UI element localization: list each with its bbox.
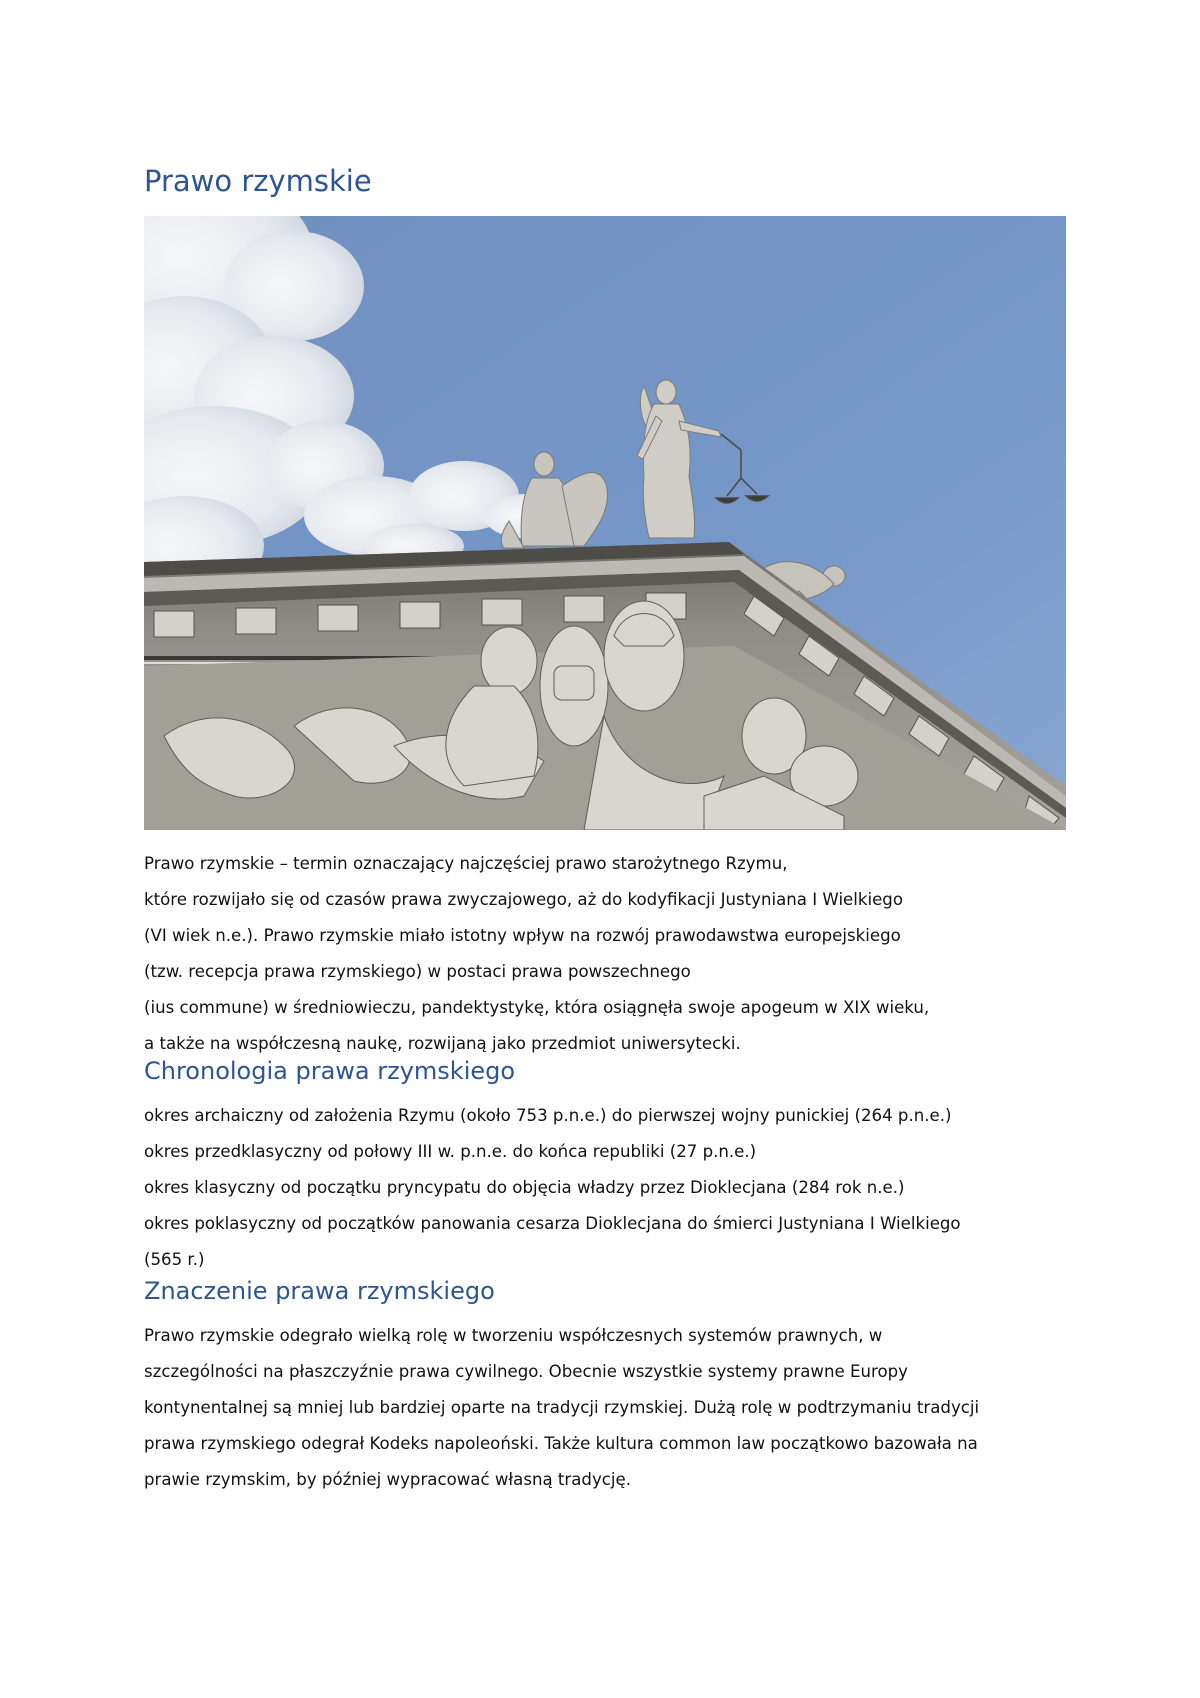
intro-line: które rozwijało się od czasów prawa zwyczajowego, aż do kodyfikacji Justyniana I Wielkiego — [144, 890, 903, 909]
chronology-list — [144, 1098, 1064, 1278]
chronology-line: okres archaiczny od założenia Rzymu (około 753 p.n.e.) do pierwszej wojny punickiej (264 p.n.e.) — [144, 1106, 952, 1125]
intro-line: (VI wiek n.e.). Prawo rzymskie miało istotny wpływ na rozwój prawodawstwa europejskiego — [144, 926, 901, 945]
chronology-line: (565 r.) — [144, 1250, 205, 1269]
section-heading-significance: Znaczenie prawa rzymskiego — [144, 1277, 495, 1305]
significance-line: prawa rzymskiego odegrał Kodeks napoleoński. Także kultura common law początkowo bazowała na — [144, 1434, 978, 1453]
chronology-line: okres przedklasyczny od połowy III w. p.n.e. do końca republiki (27 p.n.e.) — [144, 1142, 757, 1161]
hero-photo — [144, 216, 1066, 830]
intro-paragraph — [144, 846, 1064, 1062]
intro-line: a także na współczesną naukę, rozwijaną jako przedmiot uniwersytecki. — [144, 1034, 741, 1053]
intro-line: (tzw. recepcja prawa rzymskiego) w postaci prawa powszechnego — [144, 962, 691, 981]
significance-line: prawie rzymskim, by później wypracować własną tradycję. — [144, 1470, 631, 1489]
intro-line: (ius commune) w średniowieczu, pandektystykę, która osiągnęła swoje apogeum w XIX wieku, — [144, 998, 930, 1017]
significance-line: szczególności na płaszczyźnie prawa cywilnego. Obecnie wszystkie systemy prawne Europy — [144, 1362, 908, 1381]
chronology-line: okres klasyczny od początku pryncypatu do objęcia władzy przez Dioklecjana (284 rok n.e.) — [144, 1178, 905, 1197]
significance-line: kontynentalnej są mniej lub bardziej oparte na tradycji rzymskiej. Dużą rolę w podtrzymaniu tradycji — [144, 1398, 980, 1417]
document-title: Prawo rzymskie — [144, 164, 372, 198]
intro-line: Prawo rzymskie – termin oznaczający najczęściej prawo starożytnego Rzymu, — [144, 854, 788, 873]
section-heading-chronology: Chronologia prawa rzymskiego — [144, 1057, 516, 1085]
significance-paragraph — [144, 1318, 1064, 1498]
chronology-line: okres poklasyczny od początków panowania cesarza Dioklecjana do śmierci Justyniana I Wielkiego — [144, 1214, 961, 1233]
significance-line: Prawo rzymskie odegrało wielką rolę w tworzeniu współczesnych systemów prawnych, w — [144, 1326, 883, 1345]
